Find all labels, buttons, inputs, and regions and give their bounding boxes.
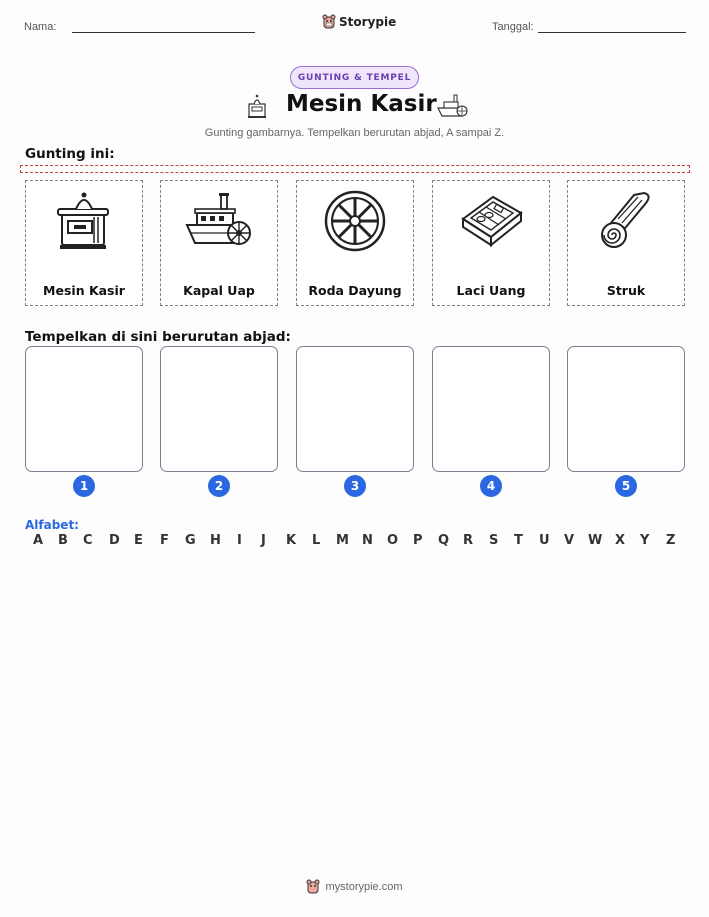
cut-card[interactable] xyxy=(25,180,143,306)
brand-name: Storypie xyxy=(339,15,397,29)
cut-card[interactable] xyxy=(567,180,685,306)
alphabet-letter: A xyxy=(33,533,44,548)
cut-line xyxy=(20,165,690,173)
cut-card-label: Kapal Uap xyxy=(183,283,255,298)
cut-card-label: Struk xyxy=(606,283,646,298)
worksheet-header xyxy=(0,12,709,42)
slot-number-badge: 3 xyxy=(344,475,366,497)
brand-logo xyxy=(322,14,396,30)
paste-box[interactable] xyxy=(432,346,550,472)
alphabet-row xyxy=(27,533,687,551)
alphabet-letter: I xyxy=(237,533,242,548)
alphabet-letter: G xyxy=(185,533,196,548)
alphabet-letter: N xyxy=(362,533,373,548)
alphabet-letter: S xyxy=(489,533,499,548)
paste-box[interactable] xyxy=(160,346,278,472)
steamboat-icon xyxy=(436,92,470,120)
paste-box[interactable] xyxy=(25,346,143,472)
alphabet-letter: F xyxy=(160,533,169,548)
date-field-line xyxy=(538,32,686,33)
alphabet-letter: W xyxy=(588,533,603,548)
alphabet-letter: R xyxy=(463,533,474,548)
cut-card[interactable] xyxy=(160,180,278,306)
cash-drawer-icon xyxy=(459,189,523,253)
slot-number-badge: 4 xyxy=(480,475,502,497)
alphabet-letter: K xyxy=(286,533,297,548)
paste-heading: Tempelkan di sini berurutan abjad: xyxy=(25,329,291,345)
alphabet-letter: B xyxy=(58,533,68,548)
alphabet-letter: H xyxy=(210,533,221,548)
name-label: Nama: xyxy=(24,21,57,33)
alphabet-letter: Y xyxy=(640,533,650,548)
name-field-line xyxy=(72,32,255,33)
footer xyxy=(0,879,709,895)
alphabet-letter: U xyxy=(539,533,550,548)
alphabet-letter: E xyxy=(134,533,143,548)
alphabet-letter: J xyxy=(261,533,266,548)
paddle-wheel-icon xyxy=(323,189,387,253)
cut-card-label: Roda Dayung xyxy=(308,283,402,298)
alphabet-letter: X xyxy=(615,533,626,548)
instructions: Gunting gambarnya. Tempelkan berurutan abjad, A sampai Z. xyxy=(204,127,505,139)
cut-card-label: Laci Uang xyxy=(456,283,526,298)
cut-heading: Gunting ini: xyxy=(25,146,115,162)
alphabet-letter: V xyxy=(564,533,575,548)
alphabet-letter: O xyxy=(387,533,399,548)
alphabet-letter: C xyxy=(83,533,93,548)
alphabet-letter: Q xyxy=(438,533,450,548)
cut-card[interactable] xyxy=(296,180,414,306)
footer-url[interactable]: mystorypie.com xyxy=(325,881,403,893)
cut-card[interactable] xyxy=(432,180,550,306)
storypie-mascot-icon xyxy=(306,879,320,895)
page-title: Mesin Kasir xyxy=(286,91,437,117)
steamboat-icon xyxy=(183,189,253,253)
slot-number-badge: 1 xyxy=(73,475,95,497)
alphabet-letter: D xyxy=(109,533,120,548)
paste-box[interactable] xyxy=(296,346,414,472)
alphabet-letter: T xyxy=(514,533,523,548)
storypie-mascot-icon xyxy=(322,14,336,30)
alphabet-letter: L xyxy=(312,533,321,548)
paste-box[interactable] xyxy=(567,346,685,472)
cash-register-icon xyxy=(243,92,271,120)
title-row xyxy=(0,90,709,126)
activity-badge: GUNTING & TEMPEL xyxy=(290,66,419,89)
cut-card-label: Mesin Kasir xyxy=(43,283,125,298)
date-label: Tanggal: xyxy=(492,21,534,33)
slot-number-badge: 5 xyxy=(615,475,637,497)
alphabet-letter: M xyxy=(336,533,349,548)
alphabet-letter: P xyxy=(413,533,423,548)
alphabet-letter: Z xyxy=(666,533,676,548)
cash-register-icon xyxy=(52,189,116,253)
alphabet-label: Alfabet: xyxy=(25,518,79,532)
receipt-roll-icon xyxy=(594,189,658,253)
slot-number-badge: 2 xyxy=(208,475,230,497)
